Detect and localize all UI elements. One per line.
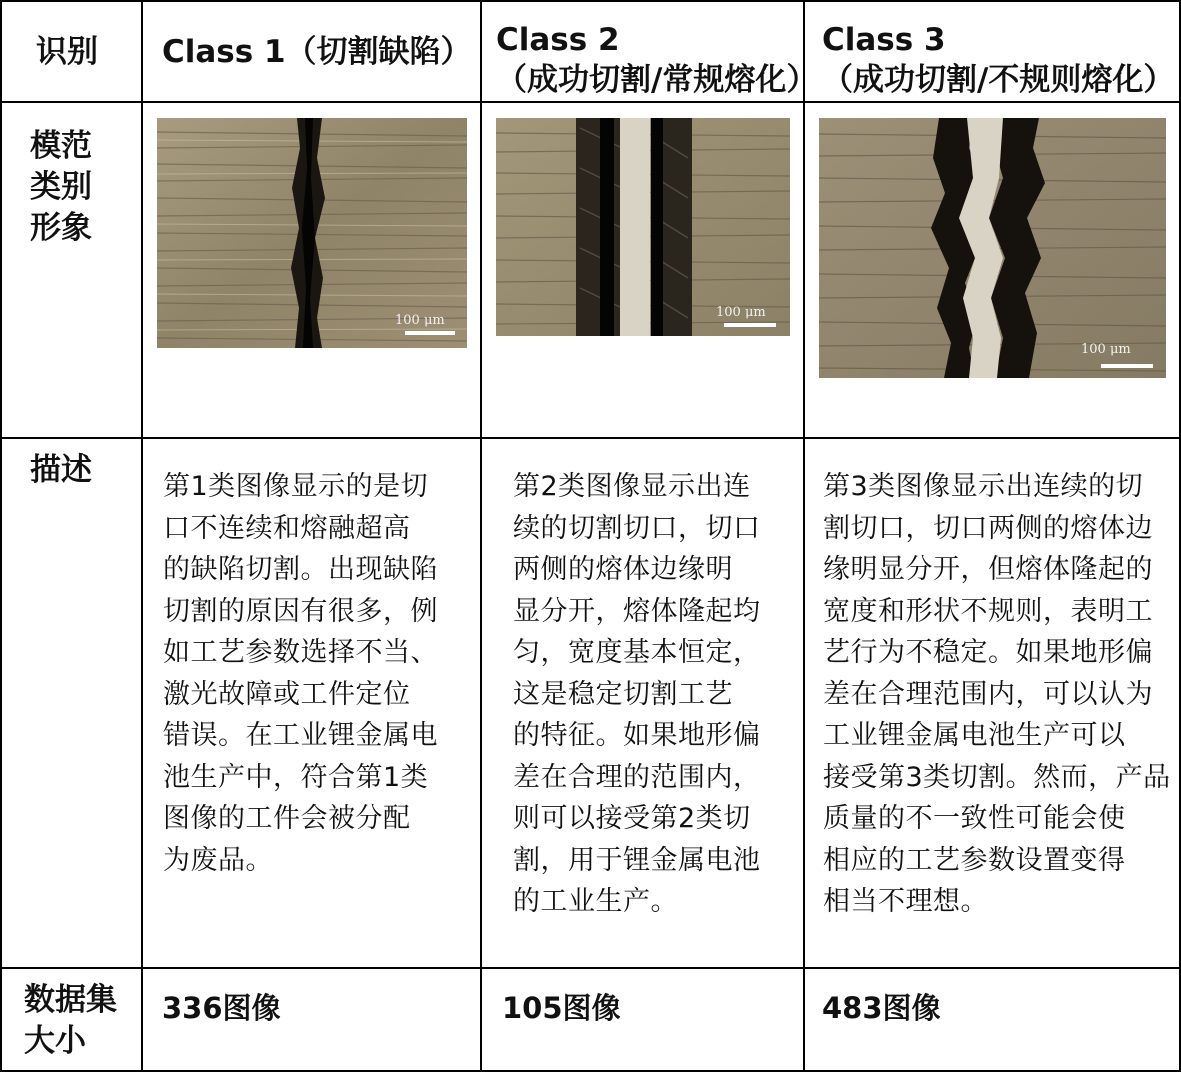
row-label-line: 模范 — [30, 128, 92, 164]
column-divider — [803, 0, 805, 1072]
column-divider — [141, 0, 143, 1072]
description-line: 相当不理想。 — [823, 886, 988, 917]
row-label-line: 类别 — [30, 169, 92, 205]
description-line: 的工业生产。 — [513, 886, 678, 917]
description-line: 两侧的熔体边缘明 — [513, 554, 733, 585]
column-divider — [480, 0, 482, 1072]
header-identify: 识别 — [36, 34, 98, 70]
description-line: 这是稳定切割工艺 — [513, 678, 733, 710]
header-class3-title: Class 3 — [822, 22, 946, 58]
description-line: 错误。在工业锂金属电 — [163, 720, 438, 751]
description-line: 工业锂金属电池生产可以 — [823, 720, 1126, 751]
micrograph-class2 — [496, 118, 790, 336]
micrograph-class1 — [157, 118, 467, 348]
description-line: 差在合理范围内，可以认为 — [823, 678, 1153, 710]
description-line: 割切口，切口两侧的熔体边 — [823, 512, 1153, 544]
description-line: 显分开，熔体隆起均 — [513, 595, 761, 627]
description-line: 第3类图像显示出连续的切 — [823, 471, 1144, 502]
description-line: 图像的工件会被分配 — [163, 803, 411, 834]
dataset-size-class3: 483图像 — [822, 991, 941, 1025]
description-line: 艺行为不稳定。如果地形偏 — [823, 637, 1153, 668]
dataset-size-class1: 336图像 — [162, 991, 281, 1025]
scale-bar-label: 100 μm — [716, 305, 766, 320]
table-border-left — [0, 0, 2, 1072]
description-line: 相应的工艺参数设置变得 — [823, 844, 1126, 876]
description-line: 差在合理的范围内， — [513, 761, 761, 793]
row-label-line: 大小 — [24, 1023, 86, 1059]
row-label-description: 描述 — [30, 452, 92, 488]
row-label-line: 形象 — [30, 210, 92, 246]
description-line: 的缺陷切割。出现缺陷 — [163, 554, 438, 585]
description-line: 口不连续和熔融超高 — [163, 512, 411, 544]
description-line: 质量的不一致性可能会使 — [823, 803, 1126, 834]
header-class2-subtitle: （成功切割/常规熔化） — [496, 62, 818, 98]
row-divider — [0, 967, 1181, 969]
row-label-example-images — [30, 126, 92, 249]
micrograph-class3 — [819, 118, 1166, 378]
description-line: 续的切割切口，切口 — [513, 512, 761, 544]
description-line: 第1类图像显示的是切 — [163, 471, 429, 502]
dataset-size-class2: 105图像 — [502, 991, 621, 1025]
scale-bar-label: 100 μm — [395, 313, 445, 328]
row-divider — [0, 101, 1181, 103]
description-line: 则可以接受第2类切 — [513, 803, 751, 834]
description-class3 — [823, 466, 1173, 923]
table-border-top — [0, 0, 1181, 2]
scale-bar-label: 100 μm — [1081, 342, 1131, 357]
description-class2 — [513, 466, 793, 923]
description-line: 割，用于锂金属电池 — [513, 844, 761, 876]
header-class3-subtitle: （成功切割/不规则熔化） — [822, 62, 1175, 98]
description-line: 为废品。 — [163, 844, 273, 876]
description-line: 匀，宽度基本恒定， — [513, 637, 761, 668]
description-line: 的特征。如果地形偏 — [513, 720, 761, 751]
description-line: 如工艺参数选择不当、 — [163, 637, 438, 668]
description-class1 — [163, 466, 463, 881]
header-class1: Class 1（切割缺陷） — [162, 34, 472, 70]
header-class2 — [496, 20, 817, 100]
description-line: 缘明显分开，但熔体隆起的 — [823, 554, 1153, 585]
row-divider — [0, 437, 1181, 439]
header-class3 — [822, 20, 1174, 100]
description-line: 第2类图像显示出连 — [513, 471, 751, 502]
description-line: 切割的原因有很多，例 — [163, 595, 438, 627]
row-label-dataset-size — [24, 980, 117, 1062]
description-line: 宽度和形状不规则，表明工 — [823, 595, 1153, 627]
row-label-line: 数据集 — [24, 982, 117, 1018]
description-line: 接受第3类切割。然而，产品 — [823, 761, 1171, 793]
description-line: 池生产中，符合第1类 — [163, 761, 429, 793]
header-class2-title: Class 2 — [496, 22, 620, 58]
description-line: 激光故障或工件定位 — [163, 678, 411, 710]
